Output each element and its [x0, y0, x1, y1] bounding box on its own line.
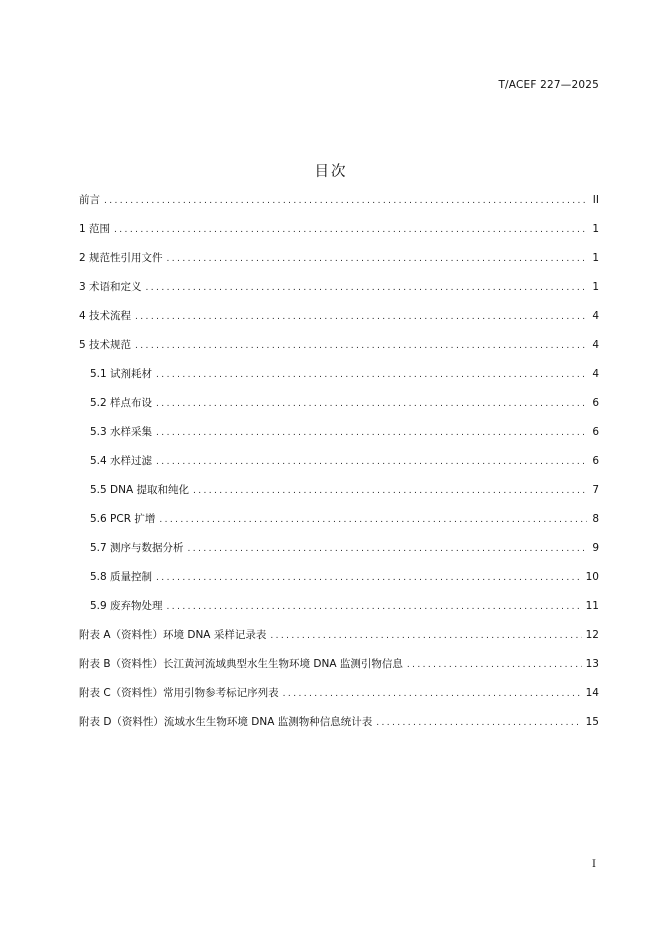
toc-entry-appendix-c[interactable]	[79, 685, 599, 714]
toc-entry-label[interactable]: 5.5 DNA 提取和纯化	[90, 484, 189, 496]
toc-entry-page: 6	[592, 426, 599, 438]
toc-entry-label[interactable]: 附表 D（资料性）流域水生生物环境 DNA 监测物种信息统计表	[79, 716, 373, 728]
toc-entry-5-4[interactable]	[79, 453, 599, 482]
toc-entry-label[interactable]: 4 技术流程	[79, 310, 132, 322]
toc-entry-label[interactable]: 3 术语和定义	[79, 281, 142, 293]
toc-leader-dots	[167, 254, 587, 264]
toc-leader-dots	[283, 689, 582, 699]
toc-entry-appendix-d[interactable]	[79, 714, 599, 743]
toc-entry-5-9[interactable]	[79, 598, 599, 627]
toc-leader-dots	[114, 225, 587, 235]
toc-entry-label[interactable]: 前言	[79, 194, 100, 206]
toc-entry-label[interactable]: 1 范围	[79, 223, 111, 235]
toc-entry-page: 11	[585, 600, 599, 612]
toc-leader-dots	[104, 196, 587, 206]
toc-entry-page: 8	[592, 513, 599, 525]
table-of-contents	[79, 192, 599, 743]
toc-entry-appendix-a[interactable]	[79, 627, 599, 656]
page-number: I	[592, 859, 596, 870]
toc-entry-label[interactable]: 5.2 样点布设	[90, 397, 153, 409]
toc-leader-dots	[407, 660, 582, 670]
toc-entry-page: 1	[592, 252, 599, 264]
toc-leader-dots	[193, 486, 587, 496]
toc-entry-5-1[interactable]	[79, 366, 599, 395]
toc-entry-foreword[interactable]	[79, 192, 599, 221]
toc-entry-label[interactable]: 2 规范性引用文件	[79, 252, 163, 264]
toc-entry-appendix-b[interactable]	[79, 656, 599, 685]
toc-title: 目次	[314, 164, 348, 180]
toc-entry-page: 14	[585, 687, 599, 699]
toc-leader-dots	[156, 573, 582, 583]
toc-entry-5-3[interactable]	[79, 424, 599, 453]
toc-entry-page: 6	[592, 397, 599, 409]
toc-entry-3[interactable]	[79, 279, 599, 308]
toc-entry-label[interactable]: 5.1 试剂耗材	[90, 368, 153, 380]
toc-entry-label[interactable]: 5.3 水样采集	[90, 426, 153, 438]
toc-entry-page: II	[592, 194, 599, 206]
toc-entry-label[interactable]: 5.7 测序与数据分析	[90, 542, 184, 554]
document-code: T/ACEF 227—2025	[498, 79, 599, 91]
toc-leader-dots	[146, 283, 587, 293]
toc-leader-dots	[167, 602, 582, 612]
toc-leader-dots	[135, 312, 587, 322]
toc-entry-page: 1	[592, 223, 599, 235]
toc-entry-5-6[interactable]	[79, 511, 599, 540]
toc-entry-label[interactable]: 5.4 水样过滤	[90, 455, 153, 467]
toc-leader-dots	[156, 370, 587, 380]
toc-entry-label[interactable]: 5.9 废弃物处理	[90, 600, 163, 612]
toc-leader-dots	[159, 515, 587, 525]
toc-entry-5[interactable]	[79, 337, 599, 366]
toc-entry-label[interactable]: 附表 C（资料性）常用引物参考标记序列表	[79, 687, 279, 699]
toc-entry-page: 6	[592, 455, 599, 467]
toc-leader-dots	[270, 631, 581, 641]
toc-entry-page: 13	[585, 658, 599, 670]
toc-entry-5-8[interactable]	[79, 569, 599, 598]
toc-leader-dots	[156, 399, 587, 409]
toc-entry-label[interactable]: 附表 B（资料性）长江黄河流域典型水生生物环境 DNA 监测引物信息	[79, 658, 403, 670]
toc-entry-5-7[interactable]	[79, 540, 599, 569]
toc-entry-5-2[interactable]	[79, 395, 599, 424]
toc-leader-dots	[376, 718, 581, 728]
toc-entry-page: 4	[592, 368, 599, 380]
toc-entry-page: 12	[585, 629, 599, 641]
toc-entry-5-5[interactable]	[79, 482, 599, 511]
toc-entry-2[interactable]	[79, 250, 599, 279]
toc-leader-dots	[188, 544, 587, 554]
toc-leader-dots	[156, 428, 587, 438]
toc-leader-dots	[156, 457, 587, 467]
toc-entry-page: 4	[592, 339, 599, 351]
toc-entry-page: 7	[592, 484, 599, 496]
toc-entry-label[interactable]: 5.8 质量控制	[90, 571, 153, 583]
toc-entry-label[interactable]: 5.6 PCR 扩增	[90, 513, 156, 525]
toc-entry-page: 10	[585, 571, 599, 583]
toc-entry-page: 1	[592, 281, 599, 293]
toc-entry-4[interactable]	[79, 308, 599, 337]
toc-entry-page: 9	[592, 542, 599, 554]
toc-entry-page: 15	[585, 716, 599, 728]
toc-entry-label[interactable]: 5 技术规范	[79, 339, 132, 351]
toc-entry-label[interactable]: 附表 A（资料性）环境 DNA 采样记录表	[79, 629, 267, 641]
toc-leader-dots	[135, 341, 587, 351]
toc-entry-page: 4	[592, 310, 599, 322]
toc-entry-1[interactable]	[79, 221, 599, 250]
